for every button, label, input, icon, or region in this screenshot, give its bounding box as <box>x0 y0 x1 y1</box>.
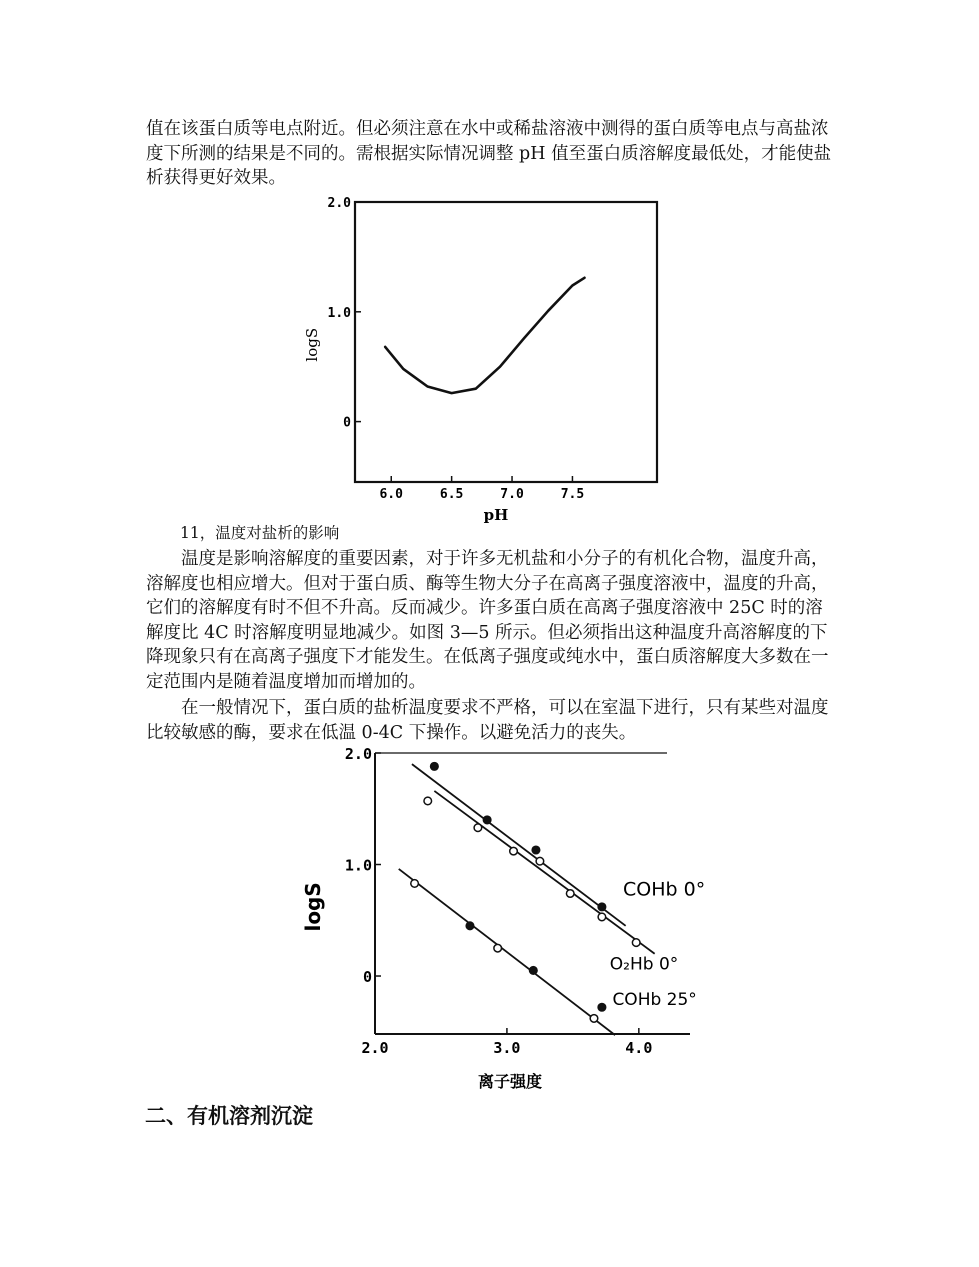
series-label: COHb 0° <box>623 878 706 901</box>
data-point <box>510 847 518 855</box>
y-tick-label: 0 <box>343 415 351 431</box>
data-point <box>598 913 606 921</box>
x-tick-label: 7.0 <box>500 487 524 502</box>
data-point <box>590 1015 598 1023</box>
data-point <box>431 763 439 771</box>
series-line-logs-ph <box>385 278 584 393</box>
x-axis-label: pH <box>483 506 509 524</box>
y-axis-label: logS <box>303 327 321 362</box>
chart-ph-solubility <box>290 190 670 530</box>
data-point <box>566 890 574 898</box>
chart-ionic-strength-solubility <box>290 740 730 1100</box>
data-point <box>598 903 606 911</box>
paragraph-temperature: 温度是影响溶解度的重要因素，对于许多无机盐和小分子的有机化合物，温度升高，溶解度也相应增大。但对于蛋白质、酶等生物大分子在高离子强度溶液中，温度的升高，它们的溶解度有时不但不升高。反而减少。许多蛋白质在高离子强度溶液中 25C 时的溶解度比 4C 时溶解度明显地减少。如图 3—5 所示。但必须指出这种温度升高溶解度的下降现象只有在高离子强度下才能发生。在低离子强度或纯水中，蛋白质溶解度大多数在一定范围内是随着温度增加而增加的。 <box>146 549 829 692</box>
data-point <box>532 846 540 854</box>
data-point <box>411 880 419 888</box>
y-tick-label: 2.0 <box>344 745 372 763</box>
x-tick-label: 6.0 <box>379 487 403 502</box>
y-tick-label: 1.0 <box>327 305 351 321</box>
paragraph-isoelectric: 值在该蛋白质等电点附近。但必须注意在水中或稀盐溶液中测得的蛋白质等电点与高盐浓度下所测的结果是不同的。需根据实际情况调整 pH 值至蛋白质溶解度最低处，才能使盐析获得更好效果。 <box>146 119 832 188</box>
data-point <box>474 824 482 832</box>
x-tick-label: 7.5 <box>560 487 585 502</box>
section-heading-organic-solvent: 二、有机溶剂沉淀 <box>145 1104 313 1128</box>
paragraph-salting-temperature: 在一般情况下，蛋白质的盐析温度要求不严格，可以在室温下进行，只有某些对温度比较敏感的酶，要求在低温 0-4C 下操作。以避免活力的丧失。 <box>146 698 829 743</box>
y-axis-label: logS <box>301 882 325 932</box>
data-point <box>494 944 502 952</box>
data-point <box>536 857 544 865</box>
data-point <box>466 922 474 930</box>
x-axis-label: 离子强度 <box>477 1072 543 1091</box>
x-tick-label: 2.0 <box>361 1039 389 1057</box>
data-point <box>598 1003 606 1011</box>
data-point <box>483 816 491 824</box>
y-tick-label: 1.0 <box>344 856 372 875</box>
series-label: COHb 25° <box>612 990 697 1011</box>
data-point <box>632 939 640 947</box>
series-label: O₂Hb 0° <box>609 954 679 975</box>
data-point <box>529 967 537 975</box>
y-tick-label: 0 <box>362 968 372 987</box>
y-tick-label: 2.0 <box>327 196 351 211</box>
x-tick-label: 3.0 <box>493 1039 521 1057</box>
x-tick-label: 6.5 <box>439 487 464 502</box>
x-tick-label: 4.0 <box>625 1039 653 1057</box>
plot-frame <box>355 202 657 482</box>
section-caption-temperature: 11，温度对盐析的影响 <box>180 524 340 542</box>
fit-line-1 <box>412 764 626 926</box>
data-point <box>424 797 432 805</box>
